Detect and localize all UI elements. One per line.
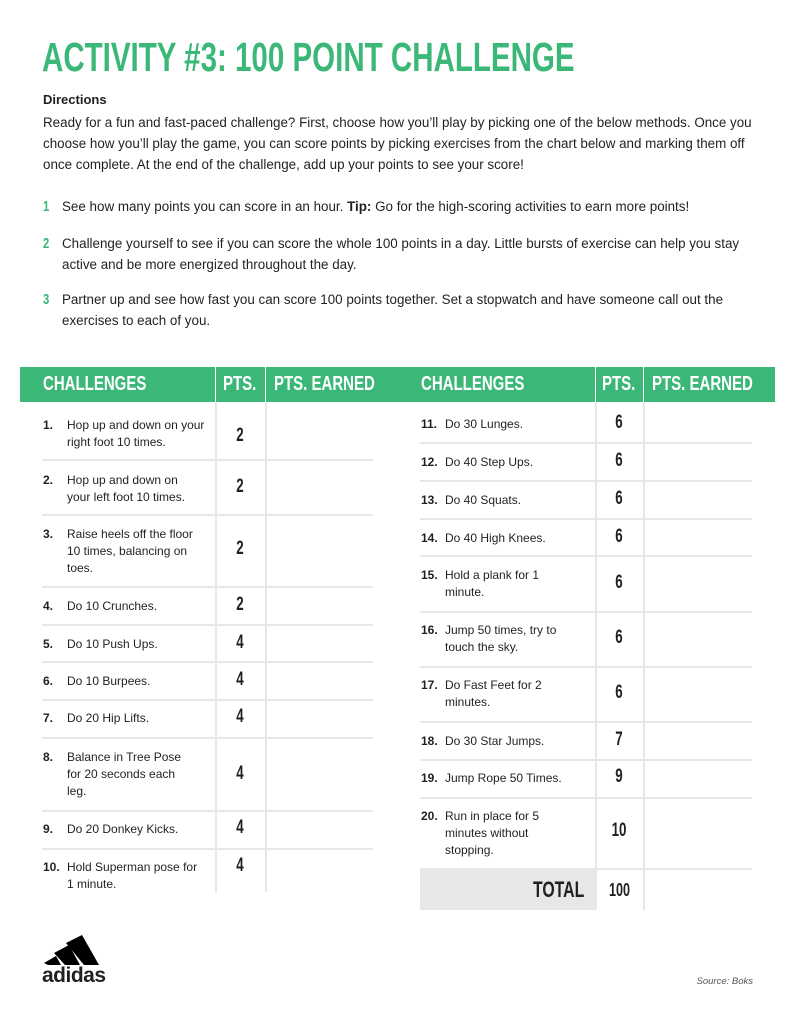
challenge-text: Do Fast Feet for 2 minutes. [445,678,542,709]
header-divider [265,367,266,402]
challenge-number: 2. [43,473,54,487]
challenge-points: 6 [615,450,623,471]
challenge-number: 11. [421,417,438,431]
challenge-number: 9. [43,822,54,836]
challenge-number: 8. [43,750,54,764]
row-divider [42,661,373,663]
row-divider [42,699,373,701]
challenge-number: 7. [43,711,54,725]
row-divider [420,518,752,520]
row-divider [42,459,373,461]
challenge-text: Hop up and down on your left foot 10 times. [67,473,186,504]
challenge-points: 6 [615,682,623,703]
challenge-points: 6 [615,488,623,509]
challenge-text: Hop up and down on your right foot 10 times. [67,418,205,449]
adidas-logo-text: adidas [42,964,106,987]
header-earned-right: PTS. EARNED [652,373,753,395]
challenge-text: Do 40 High Knees. [445,531,546,545]
challenge-number: 17. [421,678,438,692]
total-row [420,870,596,910]
row-divider [420,721,752,723]
challenge-text: Do 30 Star Jumps. [445,734,545,748]
challenge-number: 10. [43,860,60,874]
tip-label: Tip: [347,199,372,214]
challenge-text: Do 40 Squats. [445,493,522,507]
challenge-text: Do 30 Lunges. [445,417,524,431]
challenge-text: Do 20 Donkey Kicks. [67,822,179,836]
challenge-points: 2 [236,425,244,446]
challenge-text: Jump Rope 50 Times. [445,771,562,785]
challenge-text: Jump 50 times, try to touch the sky. [445,623,557,654]
challenge-number: 15. [421,568,438,582]
challenge-points: 9 [615,766,623,787]
method-number: 3 [43,291,50,308]
challenge-number: 6. [43,674,54,688]
challenge-text: Do 40 Step Ups. [445,455,534,469]
challenge-text: Do 10 Push Ups. [67,637,158,651]
total-label: TOTAL [532,877,584,902]
challenge-number: 12. [421,455,438,469]
method-text-main: See how many points you can score in an hour. [62,199,348,214]
challenge-number: 20. [421,809,438,823]
challenge-points: 4 [236,763,244,784]
challenge-number: 14. [421,531,438,545]
challenge-points: 2 [236,538,244,559]
header-challenges-left: CHALLENGES [43,373,147,395]
row-divider [420,555,752,557]
source-credit: Source: Boks [696,976,753,987]
challenge-points: 6 [615,627,623,648]
challenge-text: Do 10 Burpees. [67,674,151,688]
header-pts-left: PTS. [223,373,257,395]
header-pts-right: PTS. [602,373,636,395]
directions-body: Ready for a fun and fast-paced challenge? First, choose how you’ll play by picking one of the below methods. Once you choose how you’ll play the game, you can score points by picking exercises from the chart below and marking them off once complete. At the end of the challenge, add up your points to see your score! [43,115,752,172]
method-text: Partner up and see how fast you can score 100 points together. Set a stopwatch and have someone call out the exercises to each of you. [62,292,724,328]
row-divider [420,442,752,444]
challenge-number: 16. [421,623,438,637]
challenge-text: Do 10 Crunches. [67,599,158,613]
header-divider [595,367,596,402]
challenge-points: 6 [615,572,623,593]
challenge-number: 13. [421,493,438,507]
challenge-text: Hold Superman pose for 1 minute. [67,860,198,891]
challenge-number: 19. [421,771,438,785]
challenge-points: 7 [615,729,623,750]
column-divider [595,402,597,910]
challenge-number: 1. [43,418,54,432]
row-divider [42,810,373,812]
column-divider [643,402,645,910]
challenge-points: 4 [236,669,244,690]
tip-text: Go for the high-scoring activities to earn more points! [371,199,690,214]
header-divider [215,367,216,402]
method-text: Challenge yourself to see if you can score the whole 100 points in a day. Little bursts of exercise can help you stay active and be more energized throughout the day. [62,236,740,272]
row-divider [42,737,373,739]
header-earned-left: PTS. EARNED [274,373,375,395]
row-divider [42,586,373,588]
challenge-number: 18. [421,734,438,748]
challenge-points: 4 [236,632,244,653]
challenge-points: 6 [615,526,623,547]
method-number: 1 [43,198,50,215]
row-divider [420,611,752,613]
challenge-text: Balance in Tree Pose for 20 seconds each leg. [67,750,182,798]
challenge-text: Raise heels off the floor 10 times, balancing on toes. [67,527,193,575]
row-divider [420,797,752,799]
total-value: 100 [608,880,631,900]
directions-heading: Directions [43,92,107,107]
row-divider [42,624,373,626]
challenge-points: 6 [615,412,623,433]
challenge-points: 4 [236,855,244,876]
row-divider [42,848,373,850]
page-title: ACTIVITY #3: 100 POINT CHALLENGE [42,34,575,80]
challenge-number: 5. [43,637,54,651]
challenge-number: 4. [43,599,54,613]
challenge-points: 4 [236,817,244,838]
challenge-points: 4 [236,706,244,727]
header-divider [643,367,644,402]
challenge-text: Do 20 Hip Lifts. [67,711,150,725]
header-challenges-right: CHALLENGES [421,373,525,395]
method-text [62,196,762,217]
challenge-text: Hold a plank for 1 minute. [445,568,540,599]
row-divider [420,759,752,761]
row-divider [42,514,373,516]
row-divider [420,666,752,668]
challenge-text: Run in place for 5 minutes without stopping. [445,809,540,857]
row-divider [420,480,752,482]
column-divider [265,402,267,892]
column-divider [215,402,217,892]
challenge-points: 2 [236,476,244,497]
challenge-points: 2 [236,594,244,615]
challenge-number: 3. [43,527,54,541]
method-number: 2 [43,235,50,252]
challenge-points: 10 [611,820,627,841]
